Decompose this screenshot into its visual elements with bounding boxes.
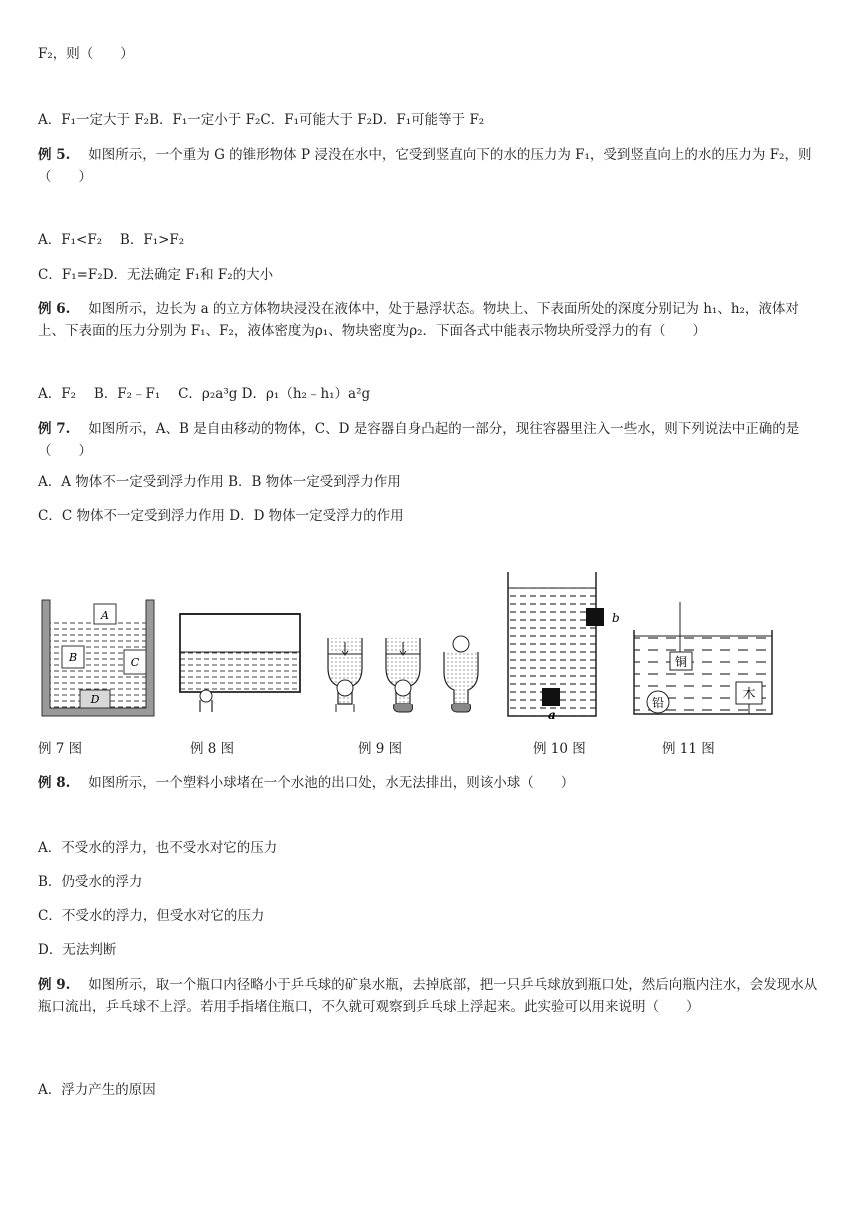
- question-stem: 如图所示，A、B 是自由移动的物体，C、D 是容器自身凸起的一部分，现往容器里注入一些水，则下列说法中正确的是（ ）: [38, 421, 800, 459]
- option-c: C．不受水的浮力，但受水对它的压力: [38, 908, 265, 924]
- label-a: a: [548, 708, 556, 722]
- example-9: [38, 974, 818, 1018]
- label-copper: 铜: [674, 655, 688, 669]
- figure-caption: 例 7 图: [38, 741, 83, 757]
- option-b: B．仍受水的浮力: [38, 874, 143, 890]
- example-label: 例 9.: [38, 977, 71, 993]
- options-line: C．C 物体不一定受到浮力作用 D．D 物体一定受浮力的作用: [38, 508, 404, 524]
- figure-caption: 例 9 图: [358, 741, 403, 757]
- options-line: A．F₂ B．F₂﹣F₁ C．ρ₂a³g D．ρ₁（h₂﹣h₁）a²g: [38, 386, 371, 402]
- example-8: [38, 772, 818, 794]
- example-label: 例 6.: [38, 301, 71, 317]
- figure-caption: 例 10 图: [533, 741, 586, 757]
- figure-9-diagram: [322, 628, 492, 724]
- options-line: A．F₁<F₂ B．F₁>F₂: [38, 232, 185, 248]
- question-stem: 如图所示，边长为 a 的立方体物块浸没在液体中，处于悬浮状态。物块上、下表面所处的深度分别记为 h₁、h₂，液体对上、下表面的压力分别为 F₁、F₂，液体密度为ρ₁、物块密度为ρ₂．下面各式中能表示物块所受浮力的有（ ）: [38, 301, 799, 339]
- example-6: [38, 298, 818, 342]
- example-label: 例 8.: [38, 775, 71, 791]
- question-stem: 如图所示，一个重为 G 的锥形物体 P 浸没在水中，它受到竖直向下的水的压力为 F₁，受到竖直向上的水的压力为 F₂，则（ ）: [38, 147, 812, 185]
- option-a: A．不受水的浮力，也不受水对它的压力: [38, 840, 278, 856]
- label-lead: 铅: [651, 696, 665, 710]
- options-previous-question: A．F₁一定大于 F₂B．F₁一定小于 F₂C．F₁可能大于 F₂D．F₁可能等于 F₂: [38, 112, 485, 128]
- label-b: b: [612, 611, 620, 625]
- figure-caption: 例 8 图: [190, 741, 235, 757]
- example-7: [38, 418, 818, 462]
- example-label: 例 5.: [38, 147, 71, 163]
- label-d: D: [90, 693, 100, 706]
- figure-8-diagram: [172, 608, 308, 718]
- option-d: D．无法判断: [38, 942, 117, 958]
- figure-11-diagram: [628, 596, 778, 720]
- figure-7-diagram: [38, 596, 158, 720]
- question-stem: 如图所示，取一个瓶口内径略小于乒乓球的矿泉水瓶，去掉底部，把一只乒乓球放到瓶口处，然后向瓶内注水，会发现水从瓶口流出，乒乓球不上浮。若用手指堵住瓶口，不久就可观察到乒乓球上浮起来。此实验可以用来说明（ ）: [38, 977, 818, 1015]
- figure-caption: 例 11 图: [662, 741, 715, 757]
- label-b: B: [68, 651, 78, 664]
- question-stem: 如图所示，一个塑料小球堵在一个水池的出口处，水无法排出，则该小球（ ）: [88, 775, 575, 791]
- example-5: [38, 144, 818, 188]
- options-line: A．A 物体不一定受到浮力作用 B．B 物体一定受到浮力作用: [38, 474, 401, 490]
- figure-10-diagram: [500, 568, 624, 726]
- option-a: A．浮力产生的原因: [38, 1082, 156, 1098]
- question-stem-tail: F₂，则（ ）: [38, 46, 134, 62]
- example-label: 例 7.: [38, 421, 71, 437]
- label-c: C: [130, 656, 140, 669]
- label-wood: 木: [742, 687, 756, 702]
- options-line: C．F₁=F₂D．无法确定 F₁和 F₂的大小: [38, 267, 274, 283]
- label-a: A: [101, 609, 109, 622]
